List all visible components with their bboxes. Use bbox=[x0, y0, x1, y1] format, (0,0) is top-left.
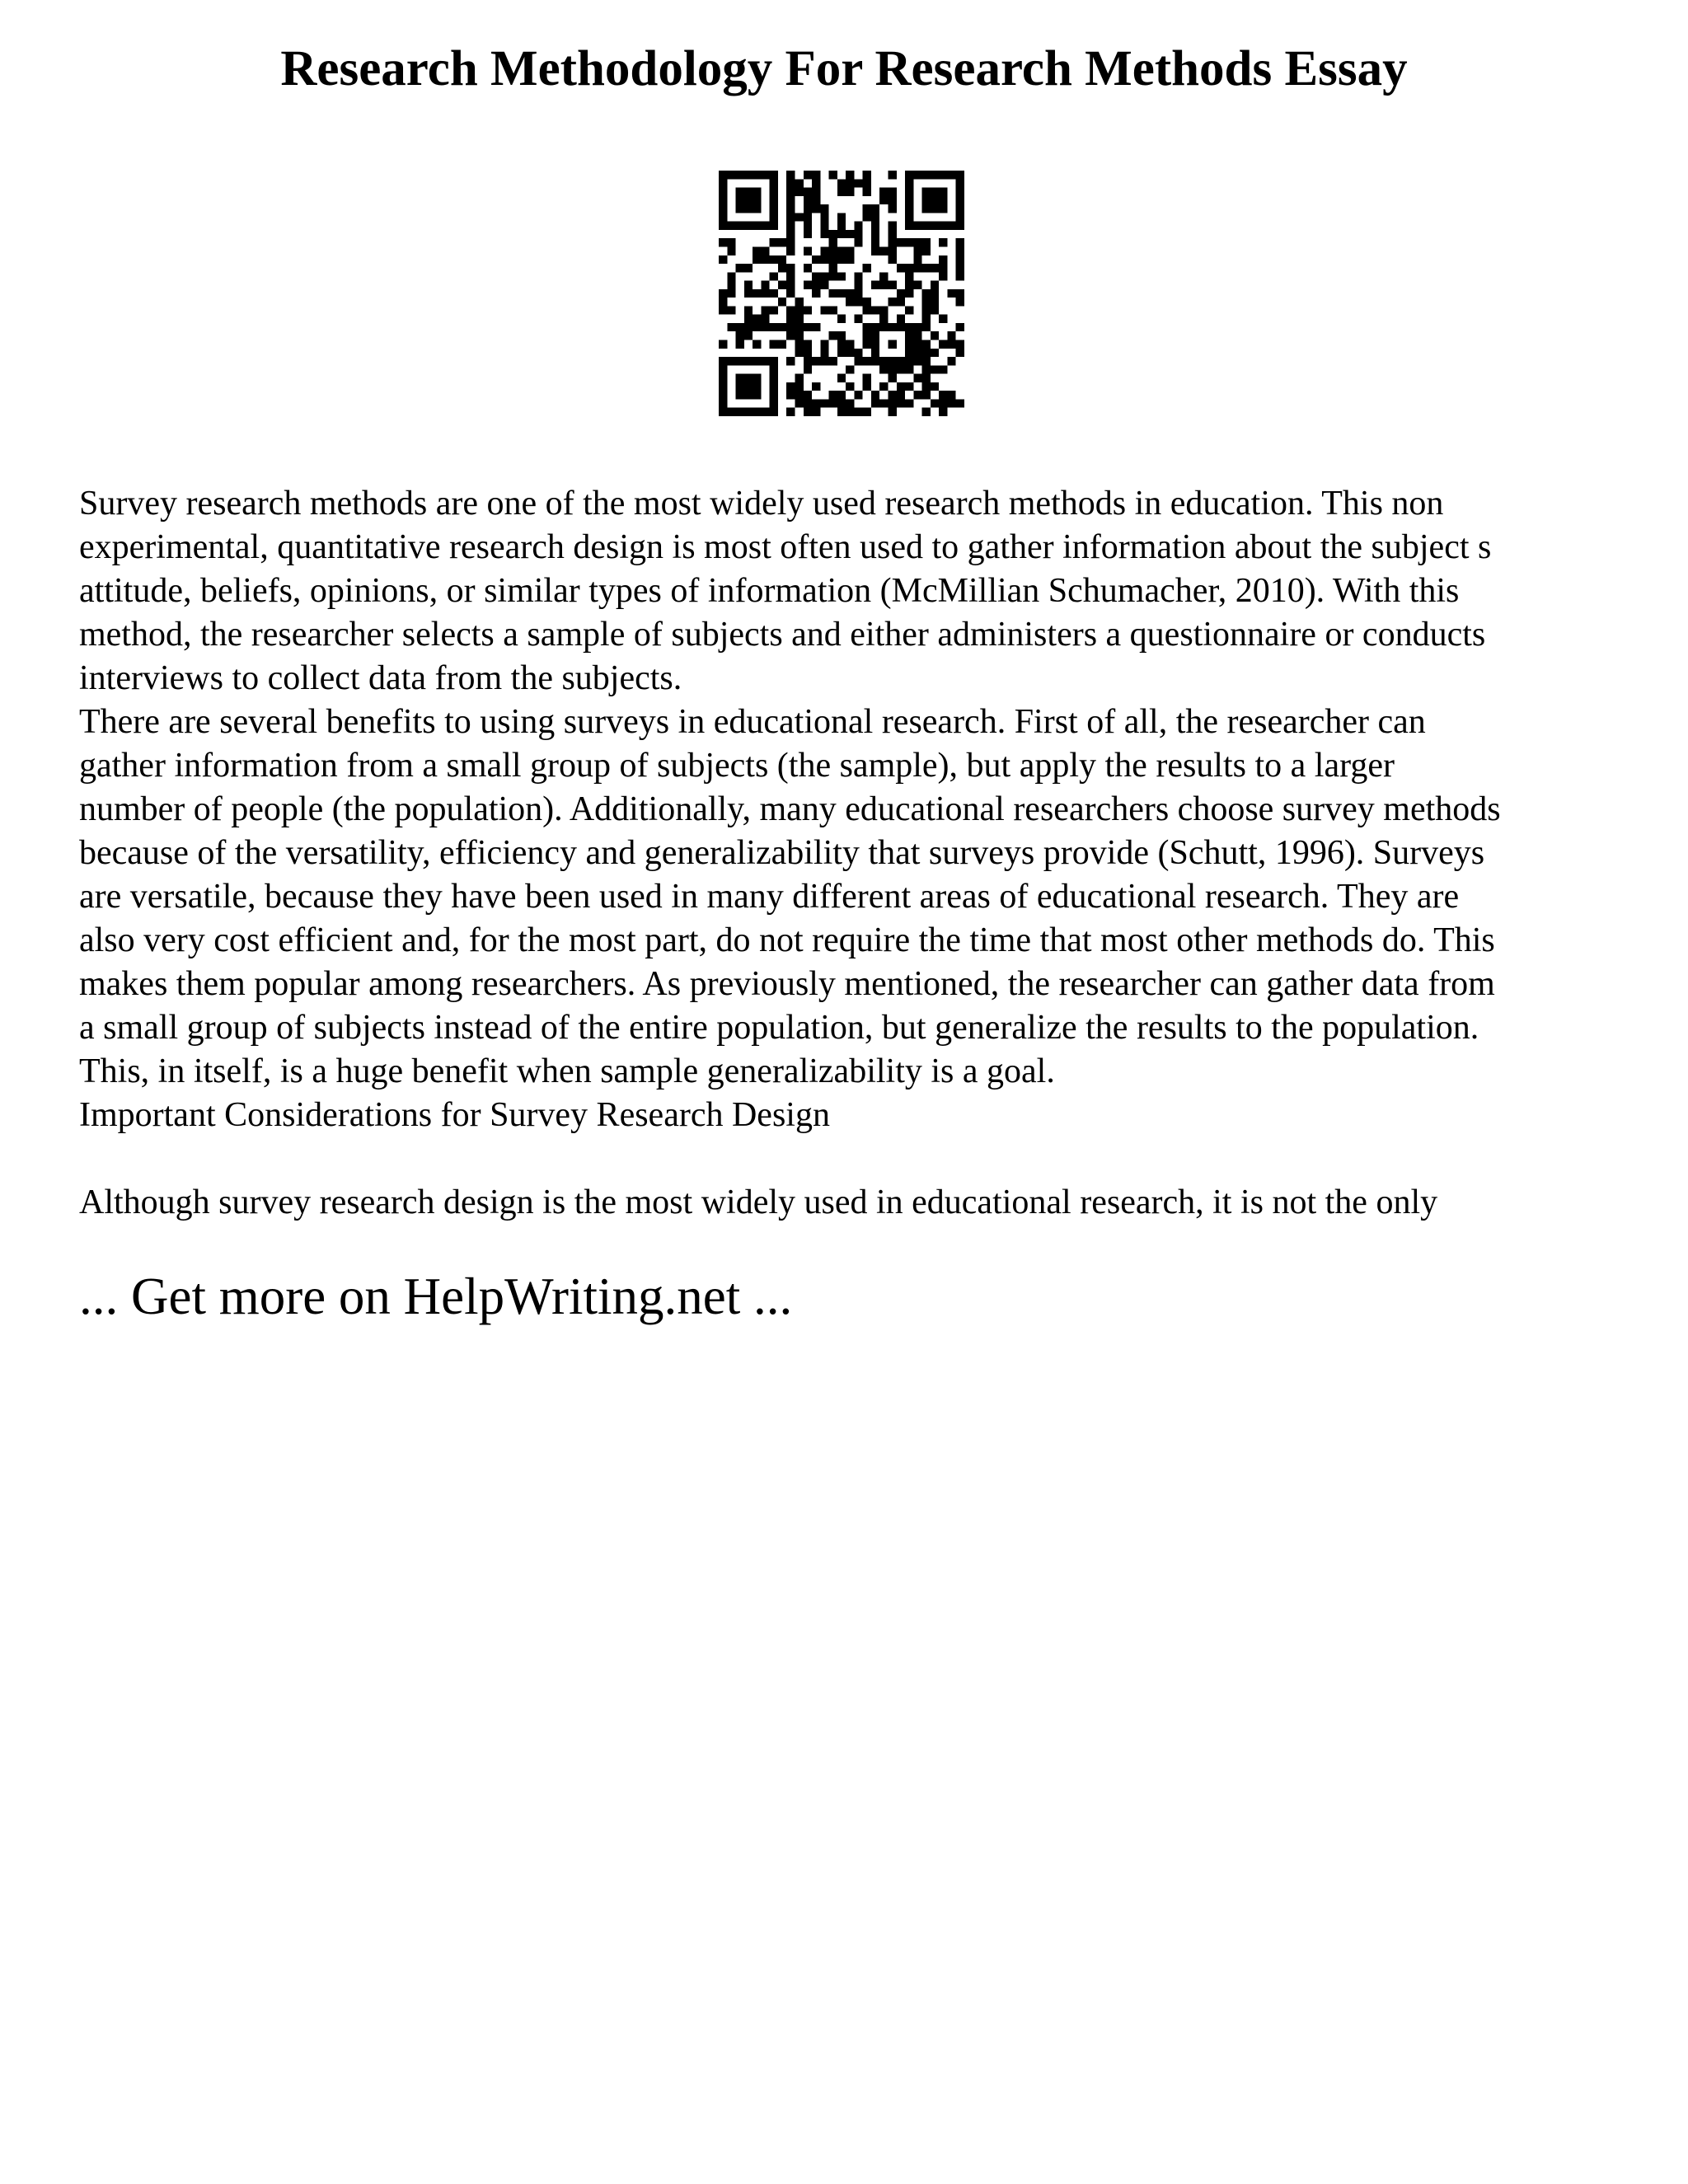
section-heading: Important Considerations for Survey Research Design bbox=[79, 1096, 830, 1134]
paragraph-2-line: This, in itself, is a huge benefit when sample generalizability is a goal. bbox=[79, 1052, 1055, 1090]
paragraph-2 bbox=[79, 701, 1637, 1094]
document-title: Research Methodology For Research Methods Essay bbox=[280, 41, 1408, 96]
qr-code-icon bbox=[719, 171, 964, 416]
essay-body bbox=[79, 482, 1637, 1225]
paragraph-2-line: are versatile, because they have been used in many different areas of educational research. They are bbox=[79, 878, 1460, 916]
paragraph-2-line: makes them popular among researchers. As previously mentioned, the researcher can gather data from bbox=[79, 965, 1495, 1003]
paragraph-1-line: attitude, beliefs, opinions, or similar types of information (McMillian Schumacher, 2010). With this bbox=[79, 572, 1460, 610]
paragraph-2-line: There are several benefits to using surveys in educational research. First of all, the researcher can bbox=[79, 703, 1426, 741]
paragraph-1-line: experimental, quantitative research design is most often used to gather information about the subject s bbox=[79, 528, 1492, 566]
paragraph-2-line: gather information from a small group of subjects (the sample), but apply the results to a larger bbox=[79, 747, 1395, 785]
paragraph-1-line: interviews to collect data from the subjects. bbox=[79, 659, 682, 697]
paragraph-2-line: number of people (the population). Additionally, many educational researchers choose survey methods bbox=[79, 790, 1501, 828]
get-more-link[interactable]: ... Get more on HelpWriting.net ... bbox=[79, 1268, 793, 1325]
paragraph-spacer bbox=[79, 1137, 1637, 1181]
paragraph-1 bbox=[79, 482, 1637, 701]
paragraph-3 bbox=[79, 1181, 1637, 1225]
paragraph-2-line: a small group of subjects instead of the entire population, but generalize the results to the population. bbox=[79, 1009, 1479, 1047]
paragraph-1-line: Survey research methods are one of the most widely used research methods in education. This non bbox=[79, 485, 1444, 523]
paragraph-2-line: also very cost efficient and, for the most part, do not require the time that most other methods do. This bbox=[79, 921, 1495, 959]
paragraph-2-line: because of the versatility, efficiency and generalizability that surveys provide (Schutt, 1996). Surveys bbox=[79, 834, 1485, 872]
paragraph-3-line: Although survey research design is the most widely used in educational research, it is not the only bbox=[79, 1183, 1438, 1221]
paragraph-1-line: method, the researcher selects a sample of subjects and either administers a questionnaire or conducts bbox=[79, 616, 1486, 654]
